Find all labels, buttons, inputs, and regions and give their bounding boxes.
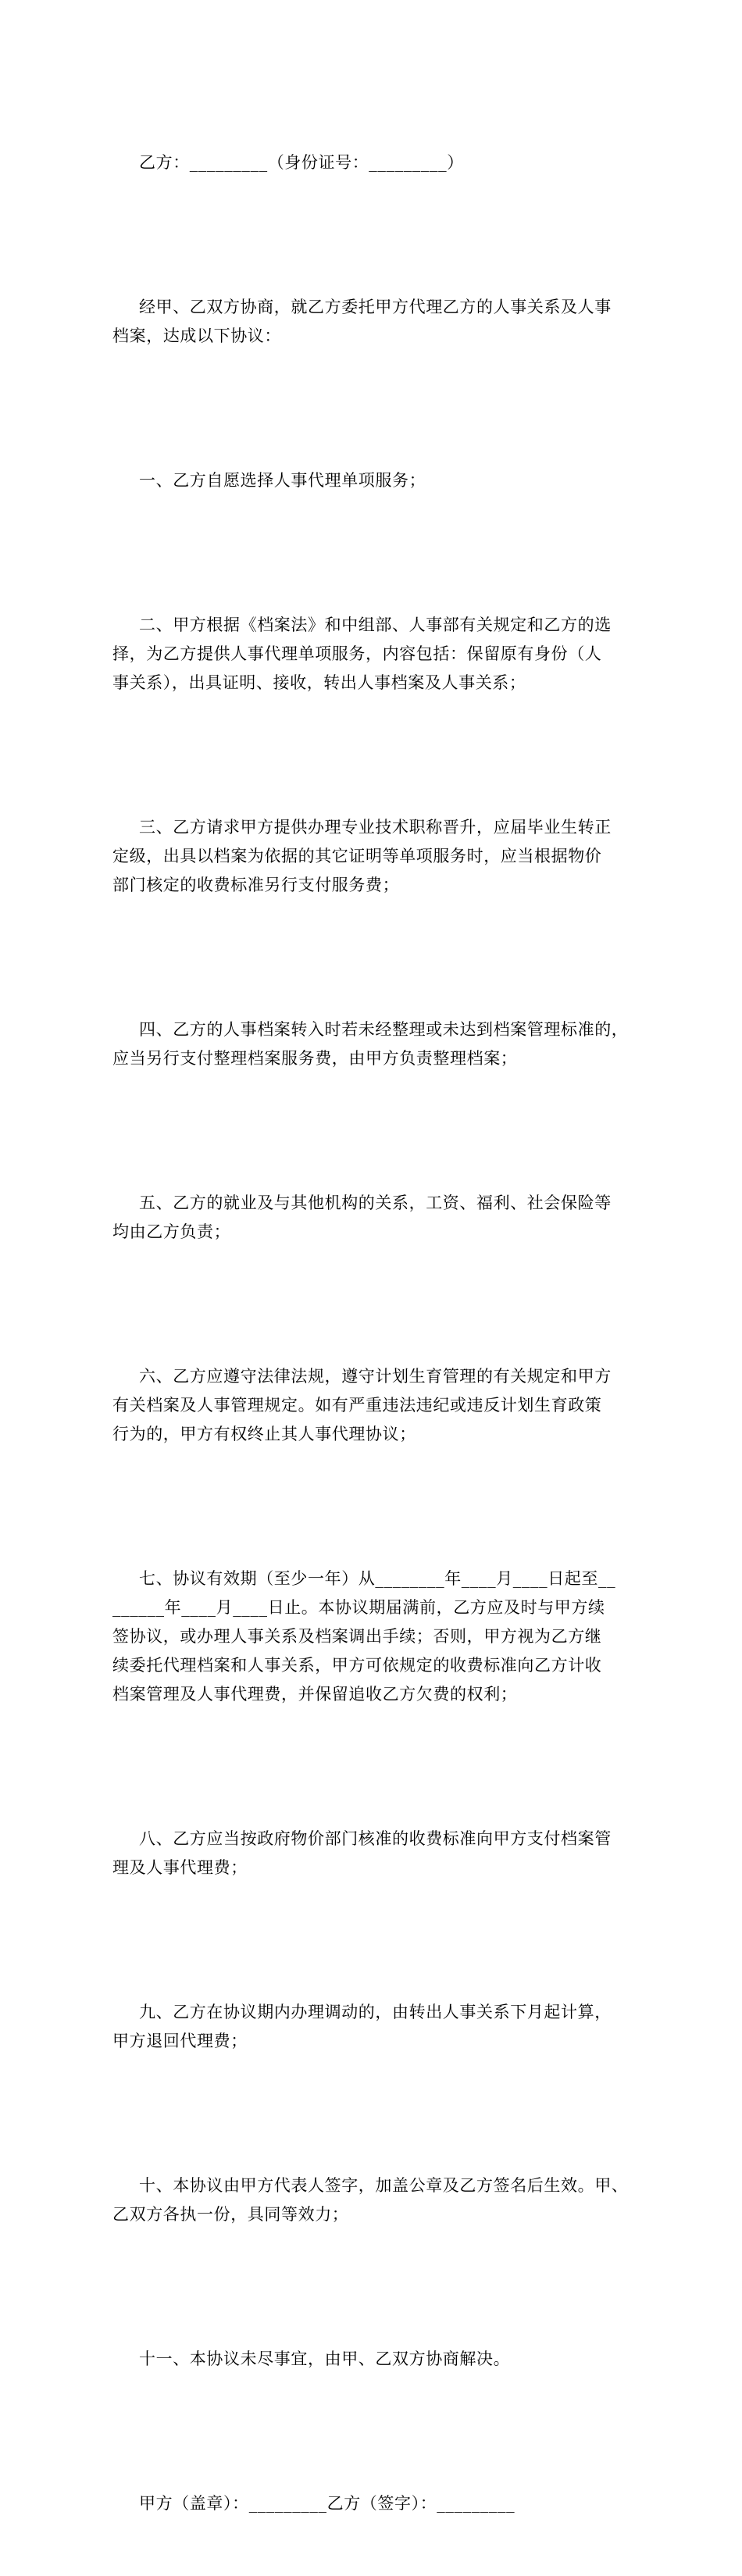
text-line: 甲方退回代理费；	[112, 2032, 248, 2050]
clause-5	[112, 1131, 637, 1304]
clause-1	[112, 409, 637, 553]
text-line: 甲方（盖章）：_________乙方（签字）：_________	[139, 2494, 515, 2513]
party-b-line	[112, 91, 637, 235]
text-line: 档案，达成以下协议：	[112, 326, 281, 345]
text-line: 均由乙方负责；	[112, 1222, 231, 1241]
clause-7	[112, 1507, 637, 1767]
text-line: 十、本协议由甲方代表人签字，加盖公章及乙方签名后生效。甲、	[139, 2176, 629, 2195]
clause-4	[112, 958, 637, 1131]
text-line: 一、乙方自愿选择人事代理单项服务；	[139, 471, 426, 490]
text-line: 事关系），出具证明、接收，转出人事档案及人事关系；	[112, 673, 526, 692]
text-line: 五、乙方的就业及与其他机构的关系，工资、福利、社会保险等	[139, 1193, 612, 1212]
text-line: 六、乙方应遵守法律法规，遵守计划生育管理的有关规定和甲方	[139, 1367, 612, 1386]
clause-8	[112, 1767, 637, 1940]
text-line: 七、协议有效期（至少一年）从________年____月____日起至__	[139, 1569, 616, 1588]
clause-2	[112, 553, 637, 755]
text-line: 行为的，甲方有权终止其人事代理协议；	[112, 1425, 416, 1443]
text-line: 理及人事代理费；	[112, 1858, 248, 1877]
clause-6	[112, 1304, 637, 1507]
text-line: 乙双方各执一份，具同等效力；	[112, 2205, 349, 2224]
text-line: 八、乙方应当按政府物价部门核准的收费标准向甲方支付档案管	[139, 1829, 612, 1848]
text-line: 九、乙方在协议期内办理调动的，由转出人事关系下月起计算，	[139, 2003, 612, 2021]
text-line: 部门核定的收费标准另行支付服务费；	[112, 876, 400, 894]
text-line: 签协议，或办理人事关系及档案调出手续；否则，甲方视为乙方继	[112, 1627, 602, 1646]
text-line: 有关档案及人事管理规定。如有严重违法违纪或违反计划生育政策	[112, 1396, 602, 1415]
text-line: ______年____月____日止。本协议期届满前，乙方应及时与甲方续	[112, 1598, 605, 1617]
text-line: 档案管理及人事代理费，并保留追收乙方欠费的权利；	[112, 1685, 518, 1704]
document-body	[112, 91, 637, 2576]
text-line: 乙方：_________（身份证号：_________）	[139, 153, 464, 172]
text-line: 续委托代理档案和人事关系，甲方可依规定的收费标准向乙方计收	[112, 1656, 602, 1675]
text-line: 定级，出具以档案为依据的其它证明等单项服务时，应当根据物价	[112, 847, 602, 865]
text-line: 十一、本协议未尽事宜，由甲、乙双方协商解决。	[139, 2349, 511, 2368]
clause-9	[112, 1940, 637, 2114]
text-line: 经甲、乙双方协商，就乙方委托甲方代理乙方的人事关系及人事	[139, 298, 612, 316]
clause-10	[112, 2114, 637, 2287]
text-line: 四、乙方的人事档案转入时若未经整理或未达到档案管理标准的，	[139, 1020, 629, 1039]
clause-3	[112, 755, 637, 958]
clause-11	[112, 2287, 637, 2432]
text-line: 应当另行支付整理档案服务费，由甲方负责整理档案；	[112, 1049, 518, 1068]
text-line: 择，为乙方提供人事代理单项服务，内容包括：保留原有身份（人	[112, 644, 602, 663]
preamble-paragraph	[112, 235, 637, 409]
text-line: 三、乙方请求甲方提供办理专业技术职称晋升，应届毕业生转正	[139, 818, 612, 837]
text-line: 二、甲方根据《档案法》和中组部、人事部有关规定和乙方的选	[139, 615, 612, 634]
signature-line	[112, 2432, 637, 2576]
